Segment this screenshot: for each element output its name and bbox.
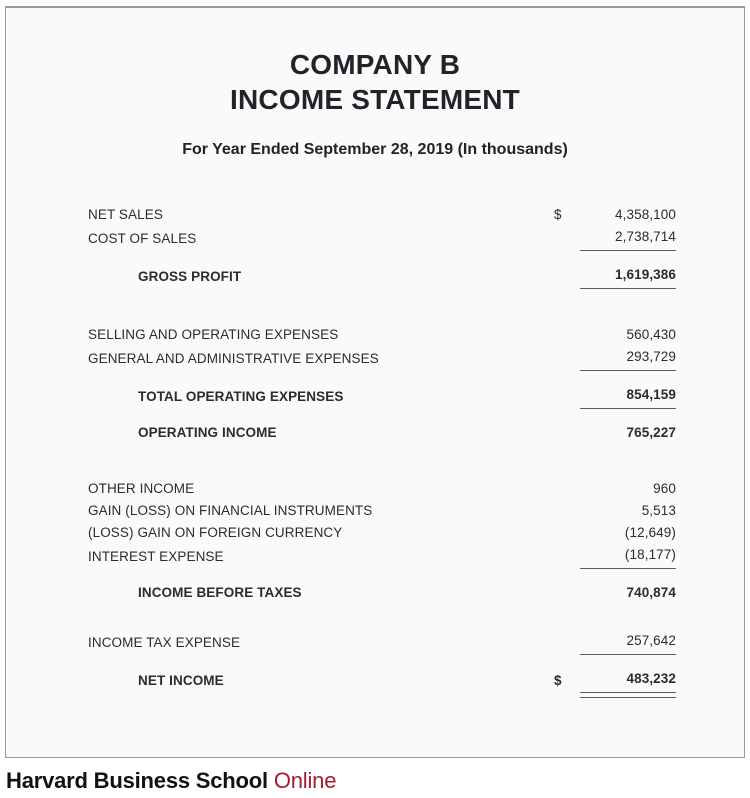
table-row-interest-expense (88, 543, 676, 569)
net-income-double-underline-row (88, 693, 676, 699)
row-value-net-sales: 4,358,100 (615, 206, 676, 222)
row-value-foreign-currency: (12,649) (624, 524, 676, 540)
currency-spacer (554, 345, 580, 371)
table-row-general-admin-expenses (88, 345, 676, 371)
table-row-income-tax-expense (88, 629, 676, 655)
spacer-after-total-opex (88, 409, 676, 422)
table-row-foreign-currency (88, 521, 676, 543)
table-row-gain-financial-instruments (88, 499, 676, 521)
period-label: For Year Ended September 28, 2019 (In thousands) (182, 141, 568, 159)
statement-body (6, 203, 744, 698)
row-label-net-sales: NET SALES (88, 206, 163, 222)
currency-spacer (554, 499, 580, 521)
currency-spacer (554, 263, 580, 289)
currency-spacer (554, 225, 580, 251)
table-row-net-sales (88, 203, 676, 225)
document-header (6, 8, 744, 159)
row-value-selling-expenses: 560,430 (626, 326, 676, 342)
income-statement-panel (5, 6, 745, 758)
row-label-selling-expenses: SELLING AND OPERATING EXPENSES (88, 326, 339, 342)
statement-type: INCOME STATEMENT (230, 83, 520, 115)
row-label-other-income: OTHER INCOME (88, 480, 195, 496)
double-underline (580, 693, 676, 699)
row-value-cost-of-sales: 2,738,714 (580, 225, 676, 251)
row-label-interest-expense: INTEREST EXPENSE (88, 548, 224, 564)
row-value-other-income: 960 (653, 480, 676, 496)
table-row-selling-expenses (88, 323, 676, 345)
section-spacer-other-income (88, 443, 676, 477)
currency-spacer (554, 521, 580, 543)
section-spacer-operating (88, 289, 676, 324)
currency-spacer (554, 477, 580, 499)
brand-name-primary: Harvard Business School (6, 768, 268, 793)
currency-symbol-net-sales: $ (554, 206, 562, 222)
table-row-income-before-taxes (88, 581, 676, 603)
row-label-operating-income: OPERATING INCOME (138, 424, 277, 440)
brand-name-secondary: Online (273, 768, 337, 793)
table-row-other-income (88, 477, 676, 499)
row-label-net-income: NET INCOME (138, 672, 224, 688)
row-label-income-tax-expense: INCOME TAX EXPENSE (88, 634, 241, 650)
row-label-gross-profit: GROSS PROFIT (138, 268, 242, 284)
currency-spacer (554, 383, 580, 409)
row-label-general-admin-expenses: GENERAL AND ADMINISTRATIVE EXPENSES (88, 350, 379, 366)
income-statement-table (88, 203, 676, 698)
row-value-income-tax-expense: 257,642 (580, 629, 676, 655)
table-row-cost-of-sales (88, 225, 676, 251)
table-row-net-income (88, 667, 676, 693)
table-row-total-operating-expenses (88, 383, 676, 409)
row-value-net-income: 483,232 (580, 667, 676, 693)
row-value-income-before-taxes: 740,874 (626, 584, 676, 600)
spacer-after-tax-expense (88, 655, 676, 668)
row-value-interest-expense: (18,177) (580, 543, 676, 569)
currency-symbol-net-income: $ (554, 672, 562, 688)
row-value-gross-profit: 1,619,386 (580, 263, 676, 289)
spacer-after-interest-expense (88, 569, 676, 582)
currency-spacer (554, 323, 580, 345)
table-row-operating-income (88, 421, 676, 443)
row-label-cost-of-sales: COST OF SALES (88, 230, 197, 246)
row-label-foreign-currency: (LOSS) GAIN ON FOREIGN CURRENCY (88, 524, 343, 540)
company-name: COMPANY B (289, 49, 461, 80)
row-value-operating-income: 765,227 (626, 424, 676, 440)
currency-spacer (554, 581, 580, 603)
currency-spacer (554, 543, 580, 569)
currency-spacer (554, 629, 580, 655)
row-label-total-operating-expenses: TOTAL OPERATING EXPENSES (138, 388, 344, 404)
spacer-after-cost-of-sales (88, 251, 676, 264)
section-spacer-net-income (88, 603, 676, 629)
table-row-gross-profit (88, 263, 676, 289)
row-label-income-before-taxes: INCOME BEFORE TAXES (138, 584, 302, 600)
brand-footer (6, 768, 336, 794)
row-value-general-admin-expenses: 293,729 (580, 345, 676, 371)
currency-spacer (554, 421, 580, 443)
row-value-total-operating-expenses: 854,159 (580, 383, 676, 409)
row-value-gain-financial-instruments: 5,513 (641, 502, 676, 518)
spacer-after-general-admin (88, 371, 676, 384)
row-label-gain-financial-instruments: GAIN (LOSS) ON FINANCIAL INSTRUMENTS (88, 502, 373, 518)
